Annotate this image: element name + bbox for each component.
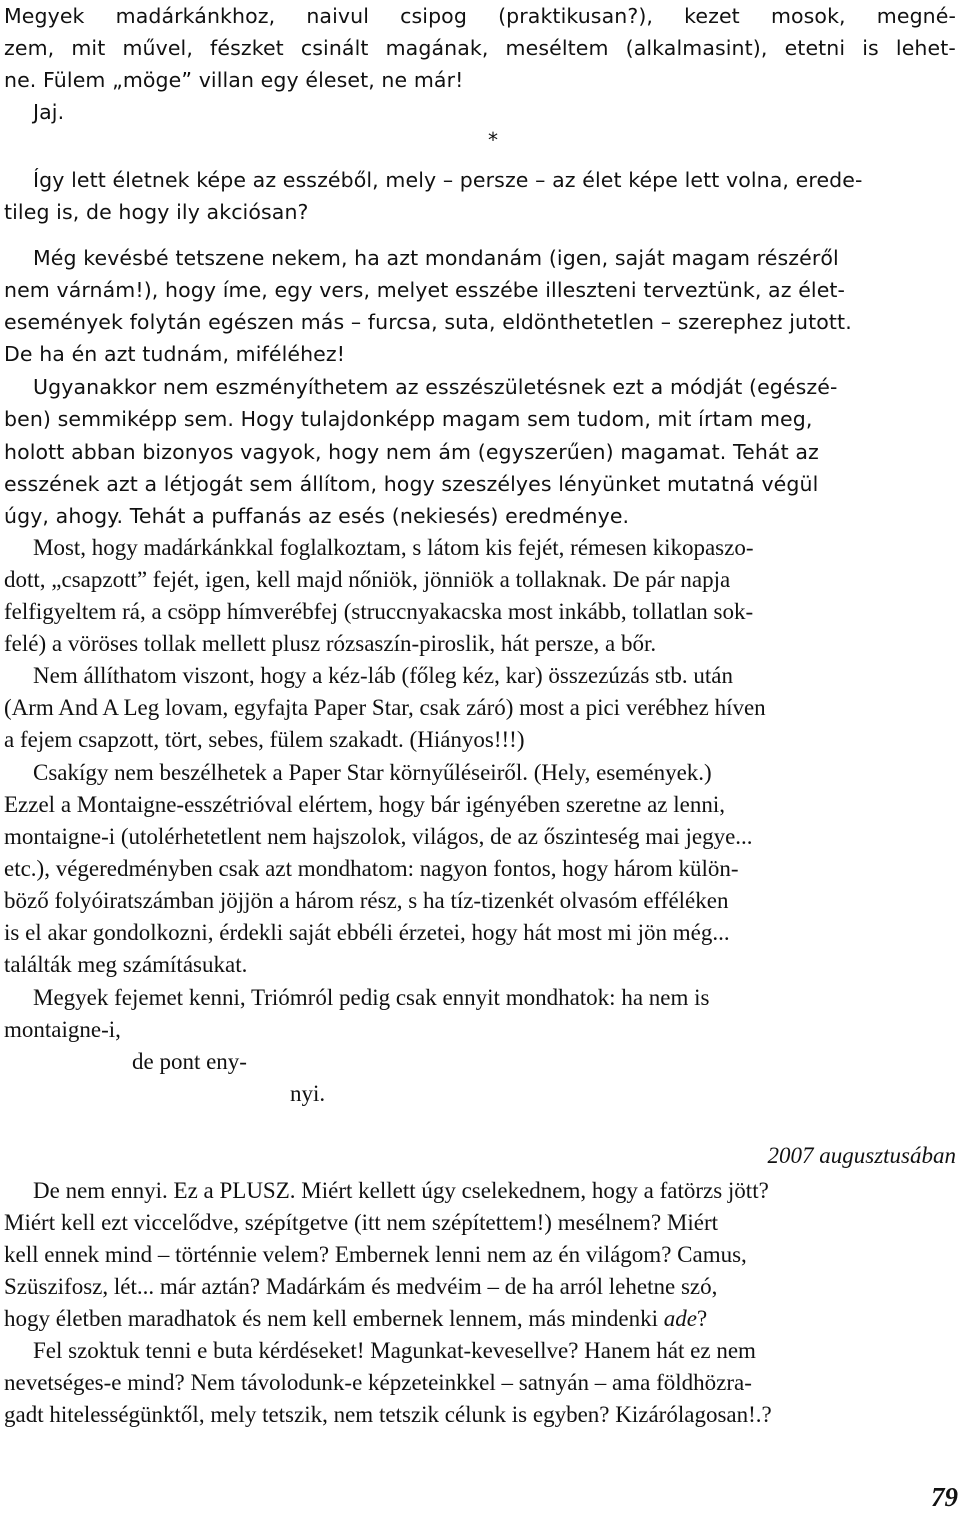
word: kezet: [684, 4, 740, 28]
italic-word: ade: [663, 1306, 697, 1331]
text-line: montaigne-i (utolérhetetlent nem hajszolok, világos, de az őszinteség mai jegye...: [4, 824, 753, 849]
text-line: Ezzel a Montaigne-esszétrióval elértem, hogy bár igényében szeretne az lenni,: [4, 792, 725, 817]
text-run: hogy életben maradhatok és nem kell embernek lennem, más mindenki: [4, 1306, 664, 1331]
text-line: ne. Fülem „möge” villan egy éleset, ne már!: [4, 68, 464, 92]
text-line: felé) a vöröses tollak mellett plusz rózsaszín-piroslik, hát persze, a bőr.: [4, 631, 657, 656]
word: megné-: [876, 4, 956, 28]
word: csinált: [300, 36, 369, 60]
text-line: (Arm And A Leg lovam, egyfajta Paper Star, csak záró) most a pici verébhez híven: [4, 695, 766, 720]
text-line: Jaj.: [33, 100, 65, 124]
word: (praktikusan?),: [498, 4, 654, 28]
page-number: 79: [931, 1482, 958, 1512]
text-line: nevetséges-e mind? Nem távolodunk-e képzeteinkkel – satnyán – ama földhözra-: [4, 1370, 752, 1395]
text-line: montaigne-i,: [4, 1017, 121, 1042]
text-line: kell ennek mind – történnie velem? Embernek lenni nem az én világom? Camus,: [4, 1242, 747, 1267]
text-line: Szüszifosz, lét... már aztán? Madárkám és medvéim – de ha arról lehetne szó,: [4, 1274, 718, 1299]
text-line: böző folyóiratszámban jöjjön a három rész, s ha tíz-tizenkét olvasóm efféléken: [4, 888, 729, 913]
text-line: Nem állíthatom viszont, hogy a kéz-láb (főleg kéz, kar) összezúzás stb. után: [33, 663, 733, 688]
text-line: Csakígy nem beszélhetek a Paper Star környűléseiről. (Hely, események.): [33, 760, 712, 785]
text-line: felfigyeltem rá, a csöpp hímverébfej (struccnyakacska most inkább, tollatlan sok-: [4, 599, 754, 624]
text-line: [4, 1303, 707, 1335]
text-line: esszének azt a létjogát sem állítom, hogy szeszélyes lényünket mutatná végül: [4, 472, 819, 496]
word: művel,: [122, 36, 193, 60]
word: zem,: [4, 36, 55, 60]
text-line: események folytán egészen más – furcsa, suta, eldönthetetlen – szerephez jutott.: [4, 310, 852, 334]
text-line: De ha én azt tudnám, miféléhez!: [4, 342, 346, 366]
word: naivul: [306, 4, 370, 28]
word: magának,: [385, 36, 489, 60]
word: Megyek: [4, 4, 85, 28]
word: mosok,: [770, 4, 846, 28]
text-run: ?: [697, 1306, 708, 1331]
text-line: Fel szoktuk tenni e buta kérdéseket! Magunkat-kevesellve? Hanem hát ez nem: [33, 1338, 756, 1363]
text-line: úgy, ahogy. Tehát a puffanás az esés (nekiesés) eredménye.: [4, 504, 630, 528]
text-line: De nem ennyi. Ez a PLUSZ. Miért kellett úgy cselekednem, hogy a fatörzs jött?: [33, 1178, 769, 1203]
poem-line: nyi.: [290, 1081, 326, 1106]
text-line: [4, 0, 956, 32]
text-line: a fejem csapzott, tört, sebes, fülem szakadt. (Hiányos!!!): [4, 727, 525, 752]
section-separator: *: [488, 128, 499, 152]
text-line: Ugyanakkor nem eszményíthetem az esszészületésnek ezt a módját (egészé-: [33, 375, 838, 399]
word: mit: [71, 36, 106, 60]
word: (alkalmasint),: [625, 36, 768, 60]
text-line: [4, 32, 956, 64]
text-line: Még kevésbé tetszene nekem, ha azt mondanám (igen, saját magam részéről: [33, 246, 839, 270]
word: is: [862, 36, 879, 60]
text-line: Most, hogy madárkánkkal foglalkoztam, s látom kis fejét, rémesen kikopaszo-: [33, 535, 754, 560]
text-line: holott abban bizonyos vagyok, hogy nem ám (egyszerűen) magamat. Tehát az: [4, 440, 819, 464]
text-line: nem várnám!), hogy íme, egy vers, melyet esszébe illeszteni terveztünk, az élet-: [4, 278, 846, 302]
text-line: dott, „csapzott” fejét, igen, kell majd nőniök, jönniök a tollaknak. De pár napja: [4, 567, 731, 592]
word: lehet-: [895, 36, 956, 60]
text-line: gadt hitelességünktől, mely tetszik, nem tetszik célunk is egyben? Kizárólagosan!.?: [4, 1402, 772, 1427]
text-line: is el akar gondolkozni, érdekli saját ebbéli érzetei, hogy hát most mi jön még...: [4, 920, 730, 945]
text-line: Megyek fejemet kenni, Triómról pedig csak ennyit mondhatok: ha nem is: [33, 985, 710, 1010]
text-line: etc.), végeredményben csak azt mondhatom: nagyon fontos, hogy három külön-: [4, 856, 739, 881]
word: madárkánkhoz,: [115, 4, 276, 28]
word: fészket: [210, 36, 284, 60]
word: meséltem: [505, 36, 609, 60]
text-line: találták meg számításukat.: [4, 952, 248, 977]
date-signature: 2007 augusztusában: [767, 1143, 956, 1168]
word: etetni: [784, 36, 846, 60]
word: csipog: [400, 4, 467, 28]
text-line: ben) semmiképp sem. Hogy tulajdonképp magam sem tudom, mit írtam meg,: [4, 407, 813, 431]
text-line: tileg is, de hogy ily akciósan?: [4, 200, 309, 224]
poem-line: de pont eny-: [132, 1049, 247, 1074]
text-line: Miért kell ezt viccelődve, szépítgetve (itt nem szépítettem!) mesélnem? Miért: [4, 1210, 718, 1235]
text-line: Így lett életnek képe az esszéből, mely – persze – az élet képe lett volna, erede-: [33, 168, 863, 192]
